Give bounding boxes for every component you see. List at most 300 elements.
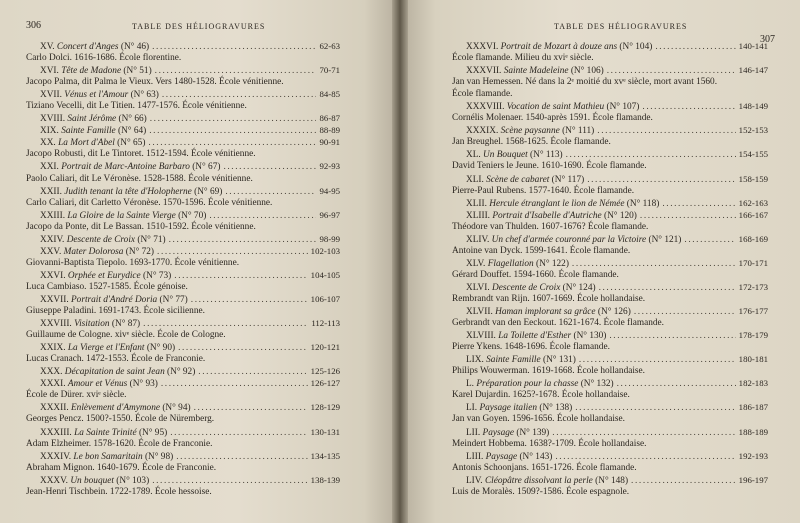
plate-title: Hercule étranglant le lion de Némée bbox=[489, 198, 625, 209]
plate-entry bbox=[452, 100, 768, 112]
plate-title: Un Bouquet bbox=[483, 150, 528, 161]
plate-title: Descente de Croix bbox=[492, 282, 561, 293]
index-list bbox=[26, 40, 340, 498]
artist-text: Jan Breughel. 1568-1625. École flamande. bbox=[452, 137, 611, 148]
artist-heading bbox=[452, 112, 768, 124]
artist-text: Giuseppe Paladini. 1691-1743. École sicilienne. bbox=[26, 306, 205, 317]
catalogue-ref: (N° 98) bbox=[144, 451, 174, 462]
plate-entry bbox=[452, 257, 768, 269]
catalogue-ref: (N° 87) bbox=[111, 319, 141, 330]
plate-number: XXXIII. bbox=[40, 427, 72, 438]
leader-dots bbox=[198, 366, 307, 378]
plate-entry bbox=[26, 426, 340, 438]
page-range: 146-147 bbox=[738, 65, 768, 76]
plate-title: Amour et Vénus bbox=[67, 379, 128, 390]
plate-title: Sainte Famille bbox=[486, 355, 541, 366]
catalogue-ref: (N° 93) bbox=[129, 379, 158, 390]
plate-entry bbox=[26, 136, 340, 148]
artist-text: Rembrandt van Rijn. 1607-1669. École hollandaise. bbox=[452, 293, 646, 304]
artist-text: Luis de Moralès. 1509?-1586. École espagnole. bbox=[452, 486, 630, 497]
plate-entry bbox=[452, 197, 768, 209]
page-range: 134-135 bbox=[310, 450, 340, 461]
leader-dots bbox=[642, 101, 735, 113]
plate-title: Visitation bbox=[74, 319, 110, 330]
plate-title: Mater Dolorosa bbox=[63, 246, 124, 257]
catalogue-ref: (N° 46) bbox=[120, 42, 150, 52]
artist-text: Théodore van Thulden. 1607-1676? École flamande. bbox=[452, 221, 649, 232]
catalogue-ref: (N° 70) bbox=[178, 210, 207, 221]
page-range: 152-153 bbox=[738, 125, 768, 136]
artist-text: Antoine van Dyck. 1599-1641. École flamande. bbox=[452, 245, 631, 256]
plate-number: XXVIII. bbox=[40, 319, 72, 330]
artist-heading bbox=[26, 173, 340, 185]
plate-entry bbox=[452, 305, 768, 317]
artist-text: Paolo Caliari, dit Le Véronèse. 1528-1588. École vénitienne. bbox=[26, 173, 253, 184]
artist-heading bbox=[26, 197, 340, 209]
plate-number: XXV. bbox=[40, 246, 62, 257]
plate-title: Vocation de saint Mathieu bbox=[506, 102, 605, 113]
plate-title: Judith tenant la tête d'Holopherne bbox=[64, 186, 192, 197]
plate-title: Portrait de Marc-Antoine Barbaro bbox=[61, 162, 190, 173]
plate-title: La Mort d'Abel bbox=[58, 138, 115, 149]
page-range: 104-105 bbox=[310, 269, 340, 280]
plate-number: XXXVIII. bbox=[466, 102, 505, 113]
catalogue-ref: (N° 143) bbox=[519, 451, 553, 462]
artist-text: David Teniers le Jeune. 1610-1690. École flamande. bbox=[452, 161, 647, 172]
artist-heading bbox=[452, 221, 768, 233]
plate-number: XXVII. bbox=[40, 294, 69, 305]
catalogue-ref: (N° 107) bbox=[606, 102, 640, 113]
catalogue-ref: (N° 77) bbox=[159, 294, 188, 305]
plate-number: XXXV. bbox=[40, 475, 68, 486]
plate-title: Décapitation de saint Jean bbox=[64, 367, 165, 378]
page-range: 140-141 bbox=[738, 41, 768, 51]
catalogue-ref: (N° 126) bbox=[597, 307, 631, 318]
leader-dots bbox=[662, 198, 735, 210]
artist-heading bbox=[452, 438, 768, 450]
page-range: 178-179 bbox=[738, 330, 768, 341]
catalogue-ref: (N° 139) bbox=[516, 427, 550, 438]
plate-title: La Vierge et l'Enfant bbox=[67, 343, 145, 354]
leader-dots bbox=[631, 475, 736, 487]
plate-number: XVIII. bbox=[40, 114, 66, 125]
artist-text: Georges Pencz. 1500?-1550. École de Nüremberg. bbox=[26, 414, 215, 425]
catalogue-ref: (N° 138) bbox=[539, 403, 573, 414]
plate-entry bbox=[26, 401, 340, 413]
page-range: 172-173 bbox=[738, 281, 768, 292]
plate-number: XVI. bbox=[40, 66, 59, 77]
artist-heading bbox=[452, 341, 768, 353]
plate-title: Préparation pour la chasse bbox=[476, 379, 579, 390]
page-range: 86-87 bbox=[319, 113, 340, 124]
artist-heading bbox=[26, 353, 340, 365]
catalogue-ref: (N° 132) bbox=[580, 379, 614, 390]
plate-number: XLIV. bbox=[466, 234, 490, 245]
plate-title: La Toilette d'Esther bbox=[498, 331, 572, 342]
plate-number: LIV. bbox=[466, 475, 483, 486]
page-range: 196-197 bbox=[738, 474, 768, 485]
plate-title: Un bouquet bbox=[70, 475, 114, 486]
plate-entry bbox=[452, 64, 768, 76]
leader-dots bbox=[640, 210, 736, 222]
plate-label bbox=[40, 234, 166, 246]
artist-text: Karel Dujardin. 1625?-1678. École hollandaise. bbox=[452, 390, 630, 401]
plate-number: L. bbox=[466, 379, 475, 390]
plate-title: La Sainte Trinité bbox=[74, 427, 137, 438]
plate-title: Saint Jérôme bbox=[67, 114, 117, 125]
artist-text: Meindert Hobbema. 1638?-1709. École hollandaise. bbox=[452, 438, 647, 449]
artist-text: École de Dürer. xviᵉ siècle. bbox=[26, 390, 127, 401]
artist-heading bbox=[26, 148, 340, 160]
index-list bbox=[452, 40, 768, 498]
artist-text: Jan van Hemessen. Né dans la 2ᵉ moitié du xvᵉ siècle, mort avant 1560. bbox=[452, 77, 718, 88]
catalogue-ref: (N° 65) bbox=[117, 138, 146, 149]
plate-number: XXIX. bbox=[40, 343, 66, 354]
leader-dots bbox=[174, 270, 307, 282]
page-range: 96-97 bbox=[319, 209, 340, 220]
catalogue-ref: (N° 130) bbox=[573, 331, 607, 342]
page-range: 62-63 bbox=[319, 41, 340, 51]
page-range: 154-155 bbox=[738, 149, 768, 160]
artist-text: Giovanni-Baptista Tiepolo. 1693-1770. École vénitienne. bbox=[26, 257, 240, 268]
plate-entry bbox=[26, 64, 340, 76]
page-range: 188-189 bbox=[738, 426, 768, 437]
page-range: 182-183 bbox=[738, 378, 768, 389]
plate-number: XX. bbox=[40, 138, 56, 149]
plate-number: XXXII. bbox=[40, 403, 69, 414]
page-range: 168-169 bbox=[738, 233, 768, 244]
catalogue-ref: (N° 72) bbox=[125, 246, 155, 257]
catalogue-ref: (N° 148) bbox=[595, 475, 629, 486]
plate-title: Un chef d'armée couronné par la Victoire bbox=[491, 234, 647, 245]
page-range: 70-71 bbox=[319, 65, 340, 76]
catalogue-ref: (N° 120) bbox=[604, 210, 637, 221]
plate-entry bbox=[26, 112, 340, 124]
plate-entry bbox=[26, 317, 340, 329]
plate-entry bbox=[26, 293, 340, 305]
artist-text: École flamande. Milieu du xviᵉ siècle. bbox=[452, 53, 594, 64]
plate-number: XXXVII. bbox=[466, 66, 502, 77]
artist-heading bbox=[452, 160, 768, 172]
left-page bbox=[0, 0, 396, 523]
artist-text: Luca Cambiaso. 1527-1585. École génoise. bbox=[26, 281, 188, 292]
page-range: 130-131 bbox=[310, 426, 340, 437]
catalogue-ref: (N° 95) bbox=[138, 427, 168, 438]
plate-number: XXI. bbox=[40, 162, 59, 173]
plate-entry bbox=[452, 40, 768, 52]
plate-title: La Gloire de la Sainte Vierge bbox=[67, 210, 176, 221]
page-number: 306 bbox=[26, 20, 41, 31]
page-range: 192-193 bbox=[738, 450, 768, 461]
running-head: TABLE DES HÉLIOGRAVURES bbox=[132, 22, 266, 31]
plate-title: Tête de Madone bbox=[61, 66, 122, 77]
plate-entry bbox=[26, 185, 340, 197]
plate-label bbox=[40, 113, 147, 125]
plate-number: XXII. bbox=[40, 186, 62, 197]
artist-text: Jean-Henri Tischbein. 1722-1789. École hessoise. bbox=[26, 486, 212, 497]
plate-entry bbox=[452, 401, 768, 413]
catalogue-ref: (N° 69) bbox=[194, 186, 223, 197]
plate-title: Paysage italien bbox=[479, 403, 538, 414]
plate-entry bbox=[452, 124, 768, 136]
plate-title: Portrait d'André Doria bbox=[71, 294, 158, 305]
artist-heading bbox=[26, 100, 340, 112]
plate-number: XLVII. bbox=[466, 307, 493, 318]
artist-heading bbox=[452, 365, 768, 377]
catalogue-ref: (N° 51) bbox=[123, 66, 152, 77]
artist-text: Jan van Goyen. 1596-1656. École hollandaise. bbox=[452, 414, 625, 425]
artist-text: Gérard Douffet. 1594-1660. École flamande. bbox=[452, 269, 619, 280]
plate-number: XLV. bbox=[466, 258, 486, 269]
page-range: 102-103 bbox=[310, 245, 340, 256]
plate-title: Scène paysanne bbox=[500, 126, 560, 137]
artist-heading bbox=[452, 245, 768, 257]
plate-entry bbox=[26, 124, 340, 136]
catalogue-ref: (N° 131) bbox=[542, 355, 576, 366]
artist-text: Jacopo Robusti, dit Le Tintoret. 1512-1594. École vénitienne. bbox=[26, 149, 256, 160]
catalogue-ref: (N° 94) bbox=[162, 403, 191, 414]
plate-number: LII. bbox=[466, 427, 481, 438]
artist-heading bbox=[452, 269, 768, 281]
catalogue-ref: (N° 71) bbox=[137, 234, 166, 245]
page-range: 138-139 bbox=[310, 474, 340, 485]
plate-number: XXIII. bbox=[40, 210, 66, 221]
plate-entry bbox=[26, 245, 340, 257]
catalogue-ref: (N° 117) bbox=[551, 174, 585, 185]
plate-entry bbox=[452, 377, 768, 389]
plate-number: XXXIX. bbox=[466, 126, 499, 137]
artist-heading bbox=[452, 317, 768, 329]
artist-text: Pierre-Paul Rubens. 1577-1640. École flamande. bbox=[452, 185, 635, 196]
catalogue-ref: (N° 92) bbox=[167, 367, 196, 378]
page-range: 88-89 bbox=[319, 125, 340, 136]
page-range: 98-99 bbox=[319, 233, 340, 244]
plate-number: XLVI. bbox=[466, 282, 490, 293]
plate-title: Portrait d'Isabelle d'Autriche bbox=[492, 210, 602, 221]
plate-entry bbox=[452, 148, 768, 160]
plate-number: LI. bbox=[466, 403, 478, 414]
leader-dots bbox=[597, 125, 735, 137]
catalogue-ref: (N° 122) bbox=[536, 258, 569, 269]
plate-title: Portrait de Mozart à douze ans bbox=[500, 42, 618, 52]
page-range: 125-126 bbox=[310, 366, 340, 377]
plate-entry bbox=[452, 474, 768, 486]
plate-entry bbox=[26, 233, 340, 245]
page-range: 180-181 bbox=[738, 354, 768, 365]
artist-heading bbox=[26, 486, 340, 498]
artist-text: Abraham Mignon. 1640-1679. École de Franconie. bbox=[26, 462, 217, 473]
artist-text: École flamande. bbox=[452, 89, 513, 100]
book-gutter bbox=[392, 0, 408, 523]
plate-title: Cléopâtre dissolvant la perle bbox=[484, 475, 593, 486]
artist-heading bbox=[26, 389, 340, 401]
artist-text: Carlo Caliari, dit Carletto Véronèse. 1570-1596. École vénitienne. bbox=[26, 197, 273, 208]
artist-heading bbox=[452, 52, 768, 64]
catalogue-ref: (N° 66) bbox=[118, 114, 147, 125]
artist-heading bbox=[26, 462, 340, 474]
plate-number: XLVIII. bbox=[466, 331, 496, 342]
artist-heading bbox=[26, 438, 340, 450]
catalogue-ref: (N° 124) bbox=[562, 282, 596, 293]
plate-label bbox=[40, 125, 146, 137]
artist-heading bbox=[26, 52, 340, 64]
plate-number: XIX. bbox=[40, 126, 59, 137]
page-range: 128-129 bbox=[310, 402, 340, 413]
plate-title: Haman implorant sa grâce bbox=[495, 307, 596, 318]
plate-entry bbox=[26, 88, 340, 100]
plate-entry bbox=[452, 426, 768, 438]
artist-heading bbox=[452, 185, 768, 197]
plate-label bbox=[40, 366, 195, 378]
plate-entry bbox=[26, 377, 340, 389]
plate-entry bbox=[26, 209, 340, 221]
plate-number: XXIV. bbox=[40, 234, 65, 245]
catalogue-ref: (N° 90) bbox=[146, 343, 176, 354]
page-range: 84-85 bbox=[319, 89, 340, 100]
plate-number: XXXIV. bbox=[40, 451, 72, 462]
plate-entry bbox=[26, 365, 340, 377]
page-range: 148-149 bbox=[738, 101, 768, 112]
plate-number: XXXI. bbox=[40, 379, 66, 390]
plate-number: XVII. bbox=[40, 90, 62, 101]
page-range: 126-127 bbox=[310, 378, 340, 389]
page-range: 106-107 bbox=[310, 293, 340, 304]
artist-heading bbox=[452, 293, 768, 305]
catalogue-ref: (N° 73) bbox=[143, 270, 172, 281]
page-range: 120-121 bbox=[310, 342, 340, 353]
page-range: 186-187 bbox=[738, 402, 768, 413]
leader-dots bbox=[684, 234, 735, 246]
plate-number: LIX. bbox=[466, 355, 484, 366]
leader-dots bbox=[150, 113, 317, 125]
leader-dots bbox=[617, 378, 736, 390]
catalogue-ref: (N° 106) bbox=[570, 66, 604, 77]
artist-heading bbox=[452, 76, 768, 88]
plate-entry bbox=[26, 450, 340, 462]
artist-heading bbox=[26, 257, 340, 269]
plate-number: XXXVI. bbox=[466, 42, 499, 52]
catalogue-ref: (N° 64) bbox=[118, 126, 147, 137]
page-range: 170-171 bbox=[738, 257, 768, 268]
artist-heading bbox=[26, 221, 340, 233]
leader-dots bbox=[609, 330, 735, 342]
catalogue-ref: (N° 111) bbox=[562, 126, 595, 137]
plate-number: XLII. bbox=[466, 198, 487, 209]
artist-text: Cornélis Molenaer. 1540-après 1591. École flamande. bbox=[452, 113, 653, 124]
plate-entry bbox=[452, 353, 768, 365]
artist-heading bbox=[452, 389, 768, 401]
running-head: TABLE DES HÉLIOGRAVURES bbox=[554, 22, 688, 31]
plate-title: Descente de Croix bbox=[66, 234, 136, 245]
page-range: 166-167 bbox=[738, 209, 768, 220]
artist-heading bbox=[26, 413, 340, 425]
leader-dots bbox=[149, 125, 316, 137]
plate-entry bbox=[452, 233, 768, 245]
artist-heading bbox=[26, 329, 340, 341]
plate-title: Sainte Famille bbox=[61, 126, 116, 137]
page-range: 94-95 bbox=[319, 185, 340, 196]
catalogue-ref: (N° 121) bbox=[648, 234, 682, 245]
plate-title: Scène de cabaret bbox=[486, 174, 550, 185]
plate-entry bbox=[452, 281, 768, 293]
leader-dots bbox=[169, 234, 317, 246]
plate-title: Vénus et l'Amour bbox=[64, 90, 129, 101]
catalogue-ref: (N° 118) bbox=[626, 198, 660, 209]
plate-number: XLIII. bbox=[466, 210, 491, 221]
artist-heading bbox=[452, 136, 768, 148]
plate-number: XXVI. bbox=[40, 270, 66, 281]
artist-heading bbox=[452, 486, 768, 498]
right-page bbox=[404, 0, 800, 523]
page-range: 92-93 bbox=[319, 161, 340, 172]
plate-number: XXX. bbox=[40, 367, 63, 378]
artist-text: Lucas Cranach. 1472-1553. École de Franconie. bbox=[26, 354, 206, 365]
plate-title: Orphée et Eurydice bbox=[67, 270, 141, 281]
artist-heading bbox=[26, 305, 340, 317]
plate-number: XLI. bbox=[466, 174, 484, 185]
catalogue-ref: (N° 104) bbox=[619, 42, 653, 52]
artist-text: Pierre Ykens. 1648-1696. École flamande. bbox=[452, 342, 610, 353]
page-number: 307 bbox=[760, 34, 775, 45]
plate-entry bbox=[26, 474, 340, 486]
catalogue-ref: (N° 103) bbox=[116, 475, 150, 486]
page-range: 90-91 bbox=[319, 137, 340, 148]
plate-label bbox=[466, 198, 659, 210]
plate-title: Flagellation bbox=[487, 258, 534, 269]
artist-text: Gerbrandt van den Eeckout. 1621-1674. École flamande. bbox=[452, 318, 664, 329]
leader-dots bbox=[161, 378, 308, 390]
artist-text: Tiziano Vecelli, dit Le Titien. 1477-1576. École vénitienne. bbox=[26, 101, 247, 112]
plate-entry bbox=[26, 160, 340, 172]
artist-text: Jacopo da Ponte, dit Le Bassan. 1510-1592. École vénitienne. bbox=[26, 221, 256, 232]
plate-entry bbox=[26, 269, 340, 281]
plate-title: Sainte Madeleine bbox=[503, 66, 569, 77]
artist-text: Jacopo Palma, dit Palma le Vieux. Vers 1480-1528. École vénitienne. bbox=[26, 77, 284, 88]
plate-number: XL. bbox=[466, 150, 481, 161]
plate-number: LIII. bbox=[466, 451, 484, 462]
page-range: 162-163 bbox=[738, 197, 768, 208]
plate-entry bbox=[452, 450, 768, 462]
page-range: 112-113 bbox=[311, 318, 340, 329]
artist-heading bbox=[26, 281, 340, 293]
plate-entry bbox=[26, 40, 340, 52]
plate-title: Paysage bbox=[485, 451, 518, 462]
catalogue-ref: (N° 63) bbox=[130, 90, 159, 101]
leader-dots bbox=[191, 294, 308, 306]
catalogue-ref: (N° 67) bbox=[192, 162, 221, 173]
plate-entry bbox=[452, 173, 768, 185]
artist-text: Adam Elzheimer. 1578-1620. École de Franconie. bbox=[26, 438, 213, 449]
plate-entry bbox=[452, 209, 768, 221]
artist-heading bbox=[452, 413, 768, 425]
plate-title: Concert d'Anges bbox=[56, 42, 119, 52]
page-range: 158-159 bbox=[738, 173, 768, 184]
plate-title: Le bon Samaritain bbox=[73, 451, 143, 462]
plate-title: Enlèvement d'Amymone bbox=[71, 403, 160, 414]
artist-heading bbox=[26, 76, 340, 88]
plate-entry bbox=[26, 341, 340, 353]
artist-text: Guillaume de Cologne. xivᵉ siècle. École de Cologne. bbox=[26, 330, 226, 341]
artist-heading bbox=[452, 88, 768, 100]
plate-entry bbox=[452, 329, 768, 341]
plate-number: XV. bbox=[40, 42, 55, 52]
artist-heading bbox=[452, 462, 768, 474]
artist-text: Antonis Schoonjans. 1651-1726. École flamande. bbox=[452, 462, 637, 473]
artist-text: Philips Wouwerman. 1619-1668. École hollandaise. bbox=[452, 366, 645, 377]
artist-text: Carlo Dolci. 1616-1686. École florentine. bbox=[26, 53, 182, 64]
catalogue-ref: (N° 113) bbox=[530, 150, 563, 161]
page-range: 176-177 bbox=[738, 306, 768, 317]
